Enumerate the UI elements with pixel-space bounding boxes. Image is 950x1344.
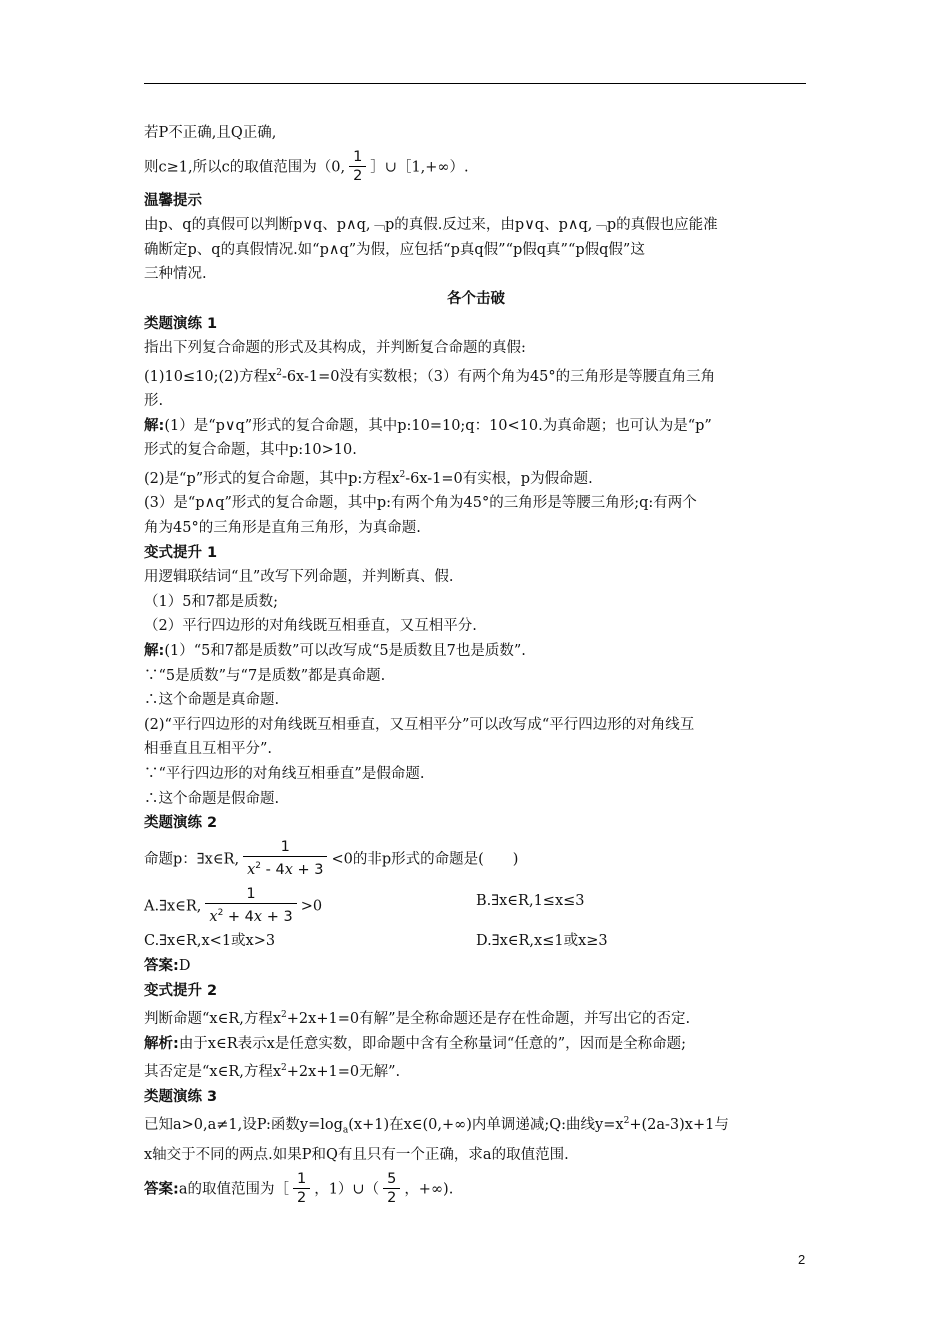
fraction-quadratic-plus: $\frac{1}{x^2 + 4x + 3}$ [205,886,296,927]
exercise-heading: 变式提升 1 [144,544,218,561]
document-body [144,121,808,1211]
text-line: 若P不正确,且Q正确, [144,125,277,141]
text-line: ∴这个命题是真命题. [144,692,280,709]
exercise-heading: 类题演练 3 [144,1088,218,1105]
text-line: ∵“平行四边形的对角线互相垂直”是假命题. [144,765,425,782]
text-line: (2)是“p”形式的复合命题，其中p:方程$x^2-6x-1=0$有实根，p为假命题. [144,469,593,487]
options-row [144,929,808,954]
text-line: x轴交于不同的两点.如果P和Q有且只有一个正确，求a的取值范围. [144,1147,569,1164]
page-number: 2 [798,1252,806,1267]
text-line: 已知a>0,a≠1,设P:函数$y=\log_a(x+1)$在x∈(0,+∞)内单调递减;Q:曲线$y=x^2+(2a-3)x+1$与 [144,1116,729,1136]
option-a: A.∃x∈R, $\frac{1}{x^2 + 4x + 3}$ >0 [144,885,323,925]
text-line: (1)10≤10;(2)方程$x^2-6x-1=0$没有实数根；（3）有两个角为45°的三角形是等腰直角三角 [144,367,716,385]
fraction-half: $\frac{1}{2}$ [293,1171,310,1208]
tip-title: 温馨提示 [144,192,202,209]
option-d: D.∃x∈R,x≤1或x≥3 [476,933,608,950]
text-line: 形式的复合命题，其中p:10>10. [144,442,357,459]
text-line: 三种情况. [144,266,207,283]
text-line: 解析:由于x∈R表示x是任意实数，即命题中含有全称量词“任意的”，因而是全称命题; [144,1035,687,1052]
fraction-five-halves: $\frac{5}{2}$ [383,1171,400,1208]
text-line: 指出下列复合命题的形式及其构成，并判断复合命题的真假: [144,340,526,357]
text-line: 用逻辑联结词“且”改写下列命题，并判断真、假. [144,569,454,586]
text-line: 角为45°的三角形是直角三角形，为真命题. [144,519,421,536]
text-line: 确断定p、q的真假情况.如“p∧q”为假，应包括“p真q假”“p假q真”“p假q假”这 [144,241,645,258]
fraction-half: $\frac{1}{2}$ [349,149,366,186]
text-line: (3）是“p∧q”形式的复合命题，其中p:有两个角为45°的三角形是等腰三角形;q:有两个 [144,495,697,512]
option-c: C.∃x∈R,x<1或x>3 [144,933,276,950]
text-line: （1）5和7都是质数; [144,593,279,610]
text-line: ∵“5是质数”与“7是质数”都是真命题. [144,667,386,684]
text-line: 形. [144,393,164,410]
text-line: 其否定是“x∈R,方程$x^2+2x+1=0$无解”. [144,1063,401,1080]
text-line: 相垂直且互相平分”. [144,741,273,758]
option-b: B.∃x∈R,1≤x≤3 [476,892,585,909]
text-line: 解:(1）“5和7都是质数”可以改写成“5是质数且7也是质数”. [144,642,526,659]
text-line: （2）平行四边形的对角线既互相垂直，又互相平分. [144,618,477,635]
text-line: ∴这个命题是假命题. [144,790,280,807]
text-line: 则c≥1,所以c的取值范围为（0, $\frac{1}{2}$ ］∪［1,+∞）. [144,148,469,184]
text-line: 判断命题“x∈R,方程$x^2+2x+1=0$有解”是全称命题还是存在性命题，并写出它的否定. [144,1010,691,1027]
text-line: 解:(1）是“p∨q”形式的复合命题，其中p:10=10;q：10<10.为真命题；也可认为是“p” [144,417,712,434]
exercise-heading: 变式提升 2 [144,982,218,999]
fraction-quadratic-minus: $\frac{1}{x^2 - 4x + 3}$ [243,839,327,880]
answer-line: 答案:a的取值范围为［ $\frac{1}{2}$ ，1）∪（ $\frac{5}{2}$ ，+∞). [144,1171,454,1207]
text-line: (2)“平行四边形的对角线既互相垂直，又互相平分”可以改写成“平行四边形的对角线互 [144,716,695,733]
exercise-heading: 类题演练 1 [144,315,218,332]
section-title: 各个击破 [447,290,505,307]
header-rule [144,83,806,84]
options-row [144,883,808,930]
exercise-heading: 类题演练 2 [144,815,218,832]
answer-line: 答案:D [144,957,191,974]
text-line: 由p、q的真假可以判断p∨q、p∧q,﹁p的真假.反过来，由p∨q、p∧q,﹁p的真假也应能准 [144,217,718,234]
text-line: 命题p：∃x∈R, $\frac{1}{x^2 - 4x + 3}$ <0的非p形式的命题是( ) [144,838,519,878]
